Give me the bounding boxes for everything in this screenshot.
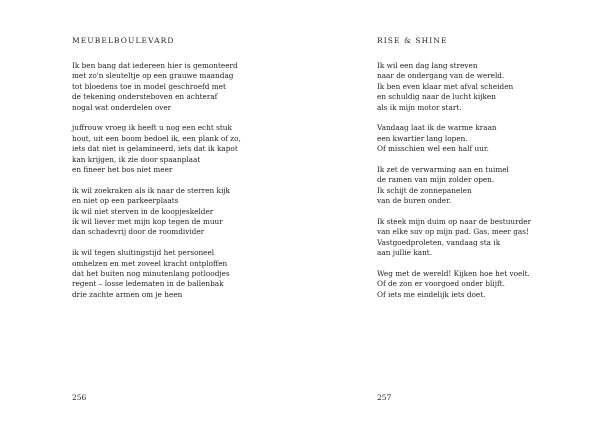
- stanza: [72, 186, 297, 238]
- poem-line: drie zachte armen om je heen: [72, 289, 183, 299]
- poem-line: ik wil zoekraken als ik naar de sterren kijk: [72, 185, 230, 195]
- poem-line: naar de ondergang van de wereld.: [377, 71, 505, 81]
- poem-line: de tekening ondersteboven en achteraf: [72, 92, 218, 102]
- page-number: 257: [377, 393, 392, 402]
- poem-line: aan jullie kant.: [377, 248, 433, 258]
- poem-line: met zo'n sleuteltje op een grauwe maandag: [72, 71, 234, 81]
- poem-line: en niet op een parkeerplaats: [72, 196, 179, 206]
- right-page: [300, 0, 600, 432]
- stanza: [377, 165, 592, 207]
- poem-line: Vastgoedproleten, vandaag sta ik: [377, 237, 501, 247]
- poem-title: MEUBELBOULEVARD: [72, 36, 175, 45]
- stanza: [377, 217, 592, 259]
- poem-line: als ik mijn motor start.: [377, 102, 462, 112]
- stanza: [377, 269, 592, 300]
- poem-line: Ik steek mijn duim op naar de bestuurder: [377, 217, 532, 227]
- poem-line: ik wil niet sterven in de koopjeskelder: [72, 206, 214, 216]
- poem-line: ik wil tegen sluitingstijd het personeel: [72, 248, 215, 258]
- poem-title: RISE & SHINE: [377, 36, 448, 45]
- poem-line: ik wil liever met mijn kop tegen de muur: [72, 217, 223, 227]
- poem-line: Of iets me eindelijk iets doet.: [377, 289, 486, 299]
- poem-line: Vandaag laat ik de warme kraan: [377, 123, 497, 133]
- poem-line: en fineer het bos niet meer: [72, 165, 173, 175]
- poem-line: Of misschien wel een half uur.: [377, 144, 489, 154]
- poem-line: Ik schijt de zonnepanelen: [377, 185, 472, 195]
- page-number: 256: [72, 393, 87, 402]
- poem-line: Ik ben bang dat iedereen hier is gemonteerd: [72, 61, 238, 70]
- poem-line: de ramen van mijn zolder open.: [377, 175, 495, 185]
- poem-line: regent – losse ledematen in de ballenbak: [72, 279, 224, 289]
- poem-line: omhelzen en met zoveel kracht ontploffen: [72, 258, 228, 268]
- poem-line: van de buren onder.: [377, 196, 452, 206]
- stanza: [72, 123, 297, 175]
- poem-line: Ik zet de verwarming aan en tuimel: [377, 165, 509, 175]
- poem-line: Ik wil een dag lang streven: [377, 61, 478, 70]
- poem-line: juffrouw vroeg ik heeft u nog een echt stuk: [72, 123, 232, 133]
- stanza: [377, 61, 592, 113]
- poem-line: een kwartier lang lopen.: [377, 133, 468, 143]
- poem-meubelboulevard: [72, 36, 297, 311]
- poem-line: iets dat niet is gelamineerd, iets dat ik kapot: [72, 144, 238, 154]
- poem-line: dan schadevrij door de roomdivider: [72, 227, 205, 237]
- poem-line: Weg met de wereld! Kijken hoe het voelt.: [377, 269, 530, 279]
- poem-line: en schuldig naar de lucht kijken: [377, 92, 496, 102]
- poem-rise-and-shine: [377, 36, 592, 311]
- stanza: [72, 248, 297, 300]
- poem-line: dat het buiten nog minutenlang potloodjes: [72, 269, 230, 279]
- poem-line: Of de zon er voorgoed onder blijft.: [377, 279, 505, 289]
- poem-line: tot bloedens toe in model geschroefd met: [72, 81, 226, 91]
- poem-line: kan krijgen, ik zie door spaanplaat: [72, 154, 201, 164]
- poem-line: van elke suv op mijn pad. Gas, meer gas!: [377, 227, 529, 237]
- stanza: [72, 61, 297, 113]
- poem-line: Ik ben even klaar met afval scheiden: [377, 81, 514, 91]
- poem-line: nogal wat onderdelen over: [72, 102, 172, 112]
- stanza: [377, 123, 592, 154]
- poem-line: hout, uit een boom bedoel ik, een plank of zo,: [72, 133, 241, 143]
